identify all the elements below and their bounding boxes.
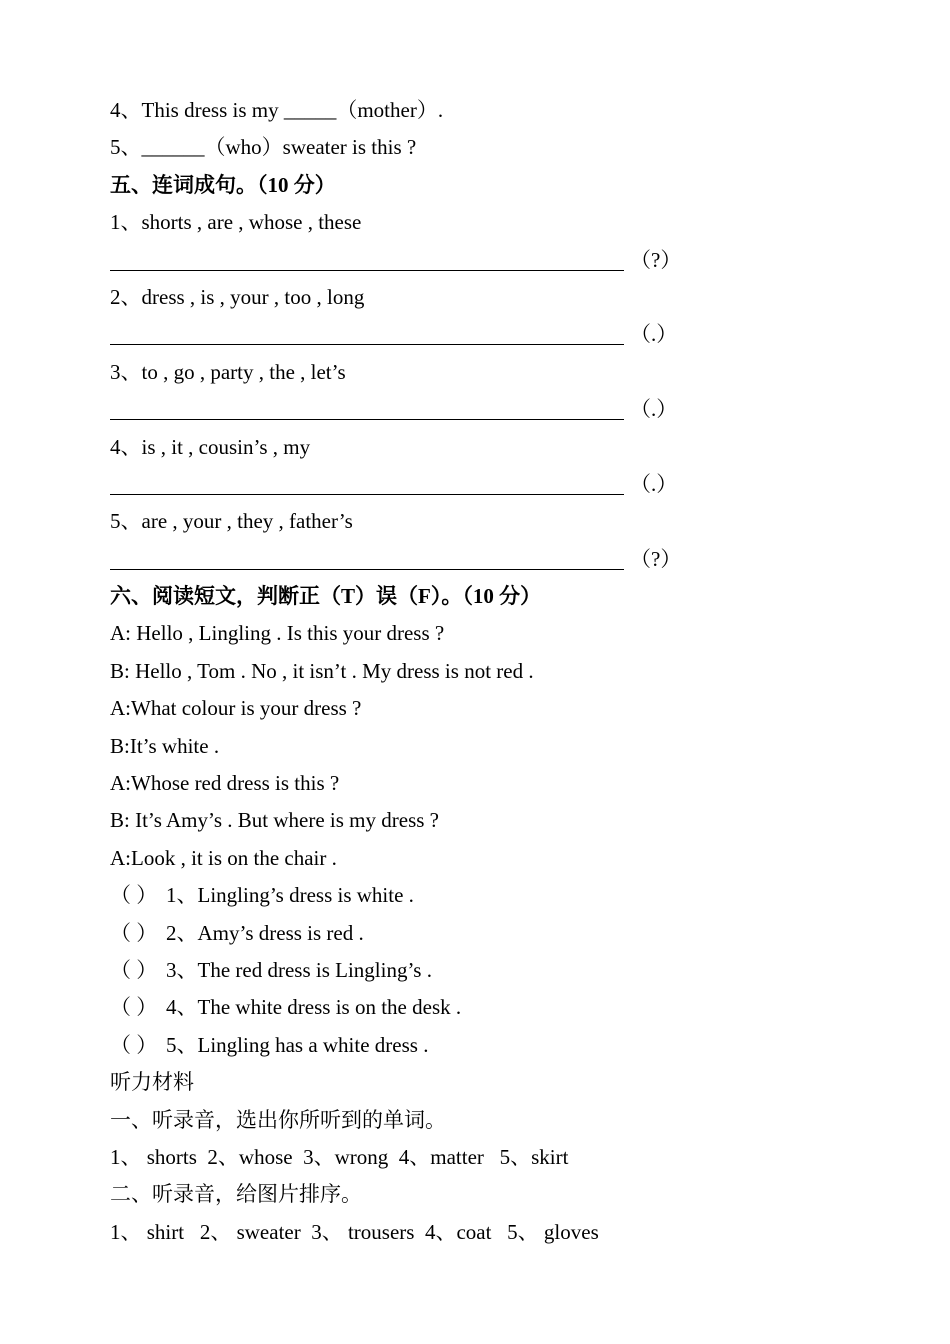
fill-blank-item-4 <box>110 92 850 129</box>
answer-rule <box>110 344 624 345</box>
dialogue-line: A:Look , it is on the chair . <box>110 845 337 870</box>
answer-rule <box>110 494 624 495</box>
statement-text: 2、Amy’s dress is red . <box>166 920 364 945</box>
answer-rule <box>110 419 624 420</box>
item-number: 4、 <box>110 98 142 122</box>
statement-text: 4、The white dress is on the desk . <box>166 995 462 1020</box>
answer-line-4 <box>110 466 850 503</box>
answer-parentheses: （ ） <box>110 1032 158 1057</box>
statement-text: 5、Lingling has a white dress . <box>166 1032 429 1057</box>
listening-part2-heading: 二、听录音，给图片排序。 <box>110 1182 362 1207</box>
section6-heading: 六、阅读短文，判断正（T）误（F）。（10 分） <box>110 584 542 609</box>
statement-text: 1、Lingling’s dress is white . <box>166 883 414 908</box>
answer-parentheses: （ ） <box>110 883 158 908</box>
statement-text: 3、The red dress is Lingling’s . <box>166 957 432 982</box>
judge-statement-1 <box>110 877 850 914</box>
answer-parentheses: （ ） <box>110 995 158 1020</box>
judge-statement-5 <box>110 1027 850 1064</box>
answer-rule <box>110 270 624 271</box>
item-number: 5、 <box>110 135 142 160</box>
dialogue-line: A:What colour is your dress ? <box>110 696 362 721</box>
answer-line-5 <box>110 541 850 578</box>
reorder-prompt-5: 5、are , your , they , father’s <box>110 509 353 534</box>
reorder-prompt-2: 2、dress , is , your , too , long <box>110 284 365 309</box>
listening-title: 听力材料 <box>110 1070 194 1095</box>
answer-parentheses: （ ） <box>110 957 158 982</box>
judge-statement-4 <box>110 989 850 1026</box>
answer-line-1 <box>110 242 850 279</box>
reorder-prompt-1: 1、shorts , are , whose , these <box>110 210 362 235</box>
reorder-prompt-4: 4、is , it , cousin’s , my <box>110 434 311 459</box>
item-text: ______（who）sweater is this ? <box>141 135 417 160</box>
end-punctuation: （.） <box>630 322 678 347</box>
answer-line-3 <box>110 391 850 428</box>
answer-rule <box>110 569 624 570</box>
reorder-prompt-3: 3、to , go , party , the , let’s <box>110 359 346 384</box>
end-punctuation: （?） <box>630 247 682 272</box>
end-punctuation: （.） <box>630 397 678 422</box>
end-punctuation: （.） <box>630 471 678 496</box>
dialogue-line: A:Whose red dress is this ? <box>110 771 340 796</box>
fill-blank-item-5 <box>110 129 850 166</box>
dialogue-line: B: Hello , Tom . No , it isn’t . My dress is not red . <box>110 658 534 683</box>
end-punctuation: （?） <box>630 546 682 571</box>
worksheet-page <box>110 92 850 1251</box>
dialogue-line: B: It’s Amy’s . But where is my dress ? <box>110 808 439 833</box>
answer-parentheses: （ ） <box>110 920 158 945</box>
listening-part2-words: 1、 shirt 2、 sweater 3、 trousers 4、coat 5、 gloves <box>110 1219 599 1244</box>
item-text: This dress is my _____（mother）. <box>141 98 444 122</box>
dialogue-line: A: Hello , Lingling . Is this your dress ? <box>110 621 445 646</box>
judge-statement-3 <box>110 952 850 989</box>
answer-line-2 <box>110 316 850 353</box>
listening-part1-heading: 一、听录音，选出你所听到的单词。 <box>110 1107 446 1132</box>
dialogue-line: B:It’s white . <box>110 733 220 758</box>
judge-statement-2 <box>110 915 850 952</box>
section5-heading: 五、连词成句。（10 分） <box>110 172 336 197</box>
listening-part1-words: 1、 shorts 2、whose 3、wrong 4、matter 5、skirt <box>110 1144 569 1169</box>
